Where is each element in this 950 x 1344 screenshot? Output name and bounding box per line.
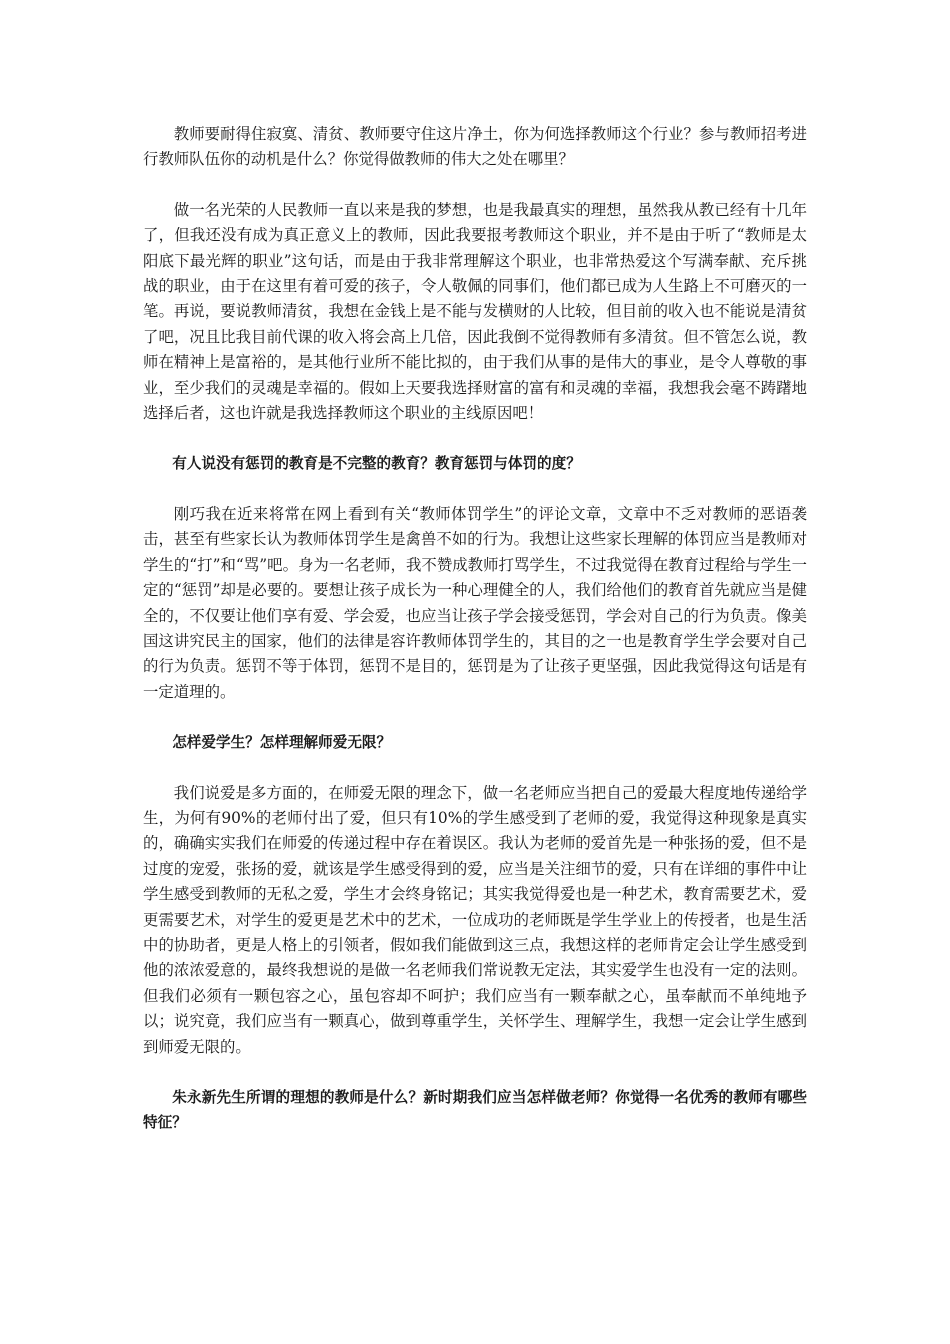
- question-heading-2: 有人说没有惩罚的教育是不完整的教育？教育惩罚与体罚的度？: [172, 455, 581, 473]
- paragraph-gap: [143, 426, 807, 451]
- question-heading-4: 朱永新先生所谓的理想的教师是什么？新时期我们应当怎样做老师？你觉得一名优秀的教师有哪些特征？: [143, 1089, 807, 1132]
- paragraph-gap: [143, 173, 807, 198]
- question-heading-3: 怎样爱学生？怎样理解师爱无限？: [172, 734, 392, 752]
- document-page: [143, 122, 807, 1136]
- answer-paragraph-3: 我们说爱是多方面的，在师爱无限的理念下，做一名老师应当把自己的爱最大程度地传递给学生，为何有90%的老师付出了爱，但只有10%的学生感受到了老师的爱，我觉得这种现象是真实的，确确实实我们在师爱的传递过程中存在着误区。我认为老师的爱首先是一种张扬的爱，但不是过度的宠爱，张扬的爱，就该是学生感受得到的爱，应当是关注细节的爱，只有在详细的事件中让学生感受到教师的无私之爱，学生才会终身铭记；其实我觉得爱也是一种艺术，教育需要艺术，爱更需要艺术，对学生的爱更是艺术中的艺术，一位成功的老师既是学生学业上的传授者，也是生活中的协助者，更是人格上的引领者，假如我们能做到这三点，我想这样的老师肯定会让学生感受到他的浓浓爱意的，最终我想说的是做一名老师我们常说教无定法，其实爱学生也没有一定的法则。但我们必须有一颗包容之心，虽包容却不呵护；我们应当有一颗奉献之心，虽奉献而不单纯地予以；说究竟，我们应当有一颗真心，做到尊重学生，关怀学生、理解学生，我想一定会让学生感到到师爱无限的。: [143, 783, 807, 1056]
- paragraph-gap: [143, 1060, 807, 1085]
- answer-paragraph-2: 刚巧我在近来将常在网上看到有关“教师体罚学生”的评论文章，文章中不乏对教师的恶语袭击，甚至有些家长认为教师体罚学生是禽兽不如的行为。我想让这些家长理解的体罚应当是教师对学生的“打”和“骂”吧。身为一名老师，我不赞成教师打骂学生，不过我觉得在教育过程给与学生一定的“惩罚”却是必要的。要想让孩子成长为一种心理健全的人，我们给他们的教育首先就应当是健全的，不仅要让他们享有爱、学会爱，也应当让孩子学会接受惩罚，学会对自己的行为负责。像美国这讲究民主的国家，他们的法律是容许教师体罚学生的，其目的之一也是教育学生学会要对自己的行为负责。惩罚不等于体罚，惩罚不是目的，惩罚是为了让孩子更坚强，因此我觉得这句话是有一定道理的。: [143, 504, 807, 701]
- paragraph-gap: [143, 477, 807, 502]
- paragraph-gap: [143, 705, 807, 730]
- intro-question: 教师要耐得住寂寞、清贫、教师要守住这片净土，你为何选择教师这个行业？参与教师招考进行教师队伍你的动机是什么？你觉得做教师的伟大之处在哪里？: [143, 125, 807, 169]
- paragraph-gap: [143, 756, 807, 781]
- answer-paragraph-1: 做一名光荣的人民教师一直以来是我的梦想，也是我最真实的理想，虽然我从教已经有十几年了，但我还没有成为真正意义上的教师，因此我要报考教师这个职业，并不是由于听了“教师是太阳底下最光辉的职业”这句话，而是由于我非常理解这个职业，也非常热爱这个写满奉献、充斥挑战的职业，由于在这里有着可爱的孩子，令人敬佩的同事们，他们都已成为人生路上不可磨灭的一笔。再说，要说教师清贫，我想在金钱上是不能与发横财的人比较，但目前的收入也不能说是清贫了吧，况且比我目前代课的收入将会高上几倍，因此我倒不觉得教师有多清贫。但不管怎么说，教师在精神上是富裕的，是其他行业所不能比拟的，由于我们从事的是伟大的事业，是令人尊敬的事业，至少我们的灵魂是幸福的。假如上天要我选择财富的富有和灵魂的幸福，我想我会毫不踌躇地选择后者，这也许就是我选择教师这个职业的主线原因吧！: [143, 200, 807, 423]
